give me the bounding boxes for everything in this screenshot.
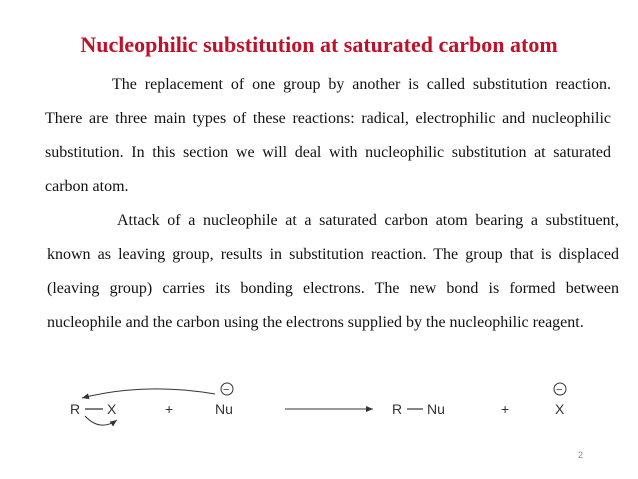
plus-sign-2: + [501, 401, 510, 417]
page-title: Nucleophilic substitution at saturated carbon atom [80, 32, 558, 57]
plus-sign-1: + [165, 401, 174, 417]
product-nu: Nu [427, 401, 445, 417]
leaving-group: X [555, 401, 565, 417]
x-charge: − [556, 384, 563, 396]
product-r: R [392, 401, 403, 417]
paragraph-mechanism [47, 204, 619, 340]
paragraph-intro [45, 68, 611, 204]
reaction-scheme [55, 372, 595, 434]
paragraph-intro-text: The replacement of one group by another is called substitution reaction. There are three main types of these reactions: radical, electrophilic and nucleophilic substitution. In this section we will deal with nucleophilic substitution at saturated carbon atom. [45, 76, 611, 195]
reactant-x: X [107, 401, 117, 417]
attack-curved-arrow [82, 389, 215, 398]
slide-number: 2 [578, 450, 584, 460]
leaving-curved-arrow [85, 416, 117, 425]
paragraph-mechanism-text: Attack of a nucleophile at a saturated carbon atom bearing a substituent, known as leaving group, results in substitution reaction. The group that is displaced (leaving group) carries its bonding electrons. The new bond is formed between nucleophile and the carbon using the electrons supplied by the nucleophilic reagent. [47, 212, 619, 331]
reactant-r: R [70, 401, 81, 417]
nu-charge: − [223, 384, 230, 396]
nucleophile: Nu [215, 401, 233, 417]
